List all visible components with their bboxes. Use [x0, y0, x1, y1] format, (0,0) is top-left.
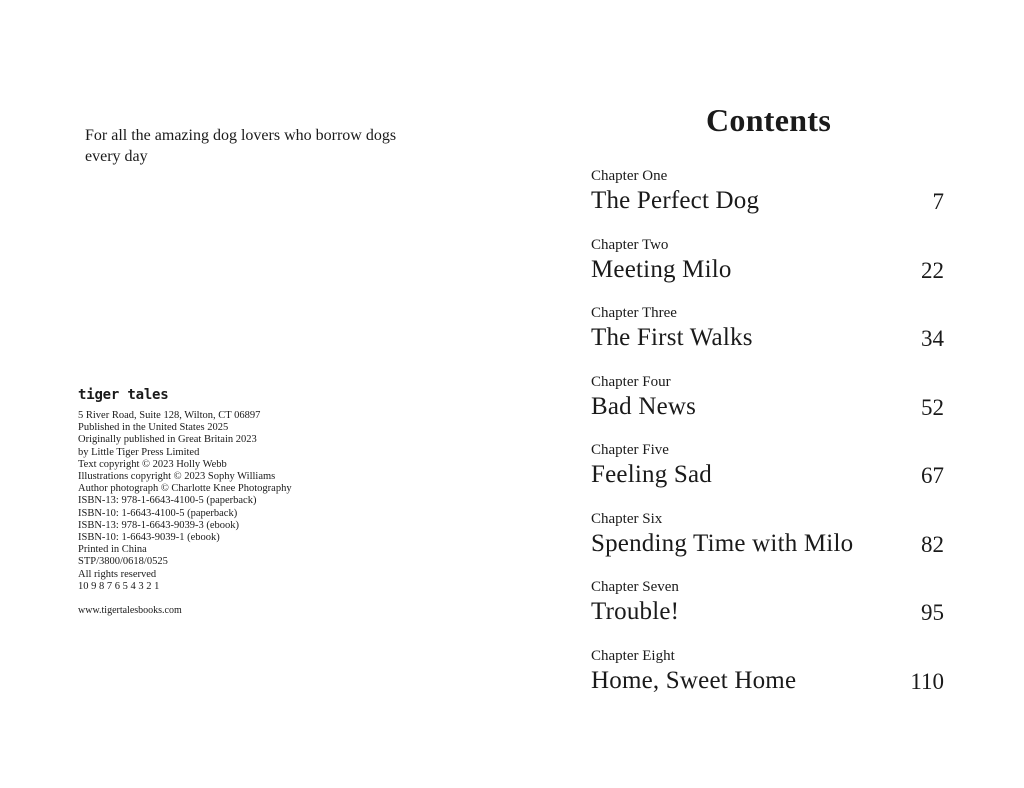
chapter-page-number: 52	[921, 394, 944, 420]
chapter-label: Chapter Five	[591, 442, 669, 458]
copyright-line: 10 9 8 7 6 5 4 3 2 1	[78, 580, 160, 592]
toc-entry[interactable]	[591, 303, 944, 372]
right-page	[512, 0, 1024, 788]
chapter-label: Chapter One	[591, 168, 668, 184]
copyright-line: Originally published in Great Britain 2023	[78, 434, 257, 446]
chapter-label: Chapter Six	[591, 510, 663, 527]
imprint-block	[78, 386, 378, 617]
dedication: For all the amazing dog lovers who borrow dogs every day	[85, 127, 397, 165]
toc-entry[interactable]	[591, 372, 944, 441]
copyright-line: Printed in China	[78, 544, 147, 556]
chapter-title: Trouble!	[591, 598, 680, 625]
toc-entry[interactable]	[591, 509, 944, 578]
toc-entry[interactable]	[591, 577, 944, 646]
chapter-label: Chapter Three	[591, 305, 677, 321]
chapter-title: Feeling Sad	[591, 461, 712, 488]
chapter-page-number: 95	[921, 600, 944, 625]
copyright-line: ISBN-10: 1-6643-4100-5 (paperback)	[78, 507, 238, 519]
toc-entry[interactable]	[591, 646, 944, 715]
copyright-line: Published in the United States 2025	[78, 422, 229, 434]
publisher-logo: tiger tales	[78, 387, 169, 403]
copyright-line: ISBN-13: 978-1-6643-4100-5 (paperback)	[78, 495, 257, 507]
copyright-lines	[78, 410, 378, 593]
toc-entry[interactable]	[591, 440, 944, 509]
chapter-page-number: 7	[932, 189, 944, 214]
copyright-line: STP/3800/0618/0525	[78, 556, 168, 568]
chapter-page-number: 67	[921, 463, 944, 488]
chapter-label: Chapter Four	[591, 373, 671, 390]
chapter-page-number: 110	[910, 668, 944, 694]
chapter-page-number: 82	[921, 531, 944, 557]
toc-entry[interactable]	[591, 166, 944, 235]
chapter-label: Chapter Eight	[591, 647, 675, 664]
copyright-line: Author photograph © Charlotte Knee Photography	[78, 483, 292, 495]
copyright-line: 5 River Road, Suite 128, Wilton, CT 06897	[78, 410, 261, 421]
chapter-title: The Perfect Dog	[591, 187, 760, 214]
copyright-line: Illustrations copyright © 2023 Sophy Williams	[78, 471, 276, 483]
contents-title: Contents	[706, 102, 832, 138]
publisher-website[interactable]: www.tigertalesbooks.com	[78, 605, 182, 617]
chapter-title: Bad News	[591, 392, 697, 420]
chapter-title: Home, Sweet Home	[591, 666, 797, 694]
toc-entry[interactable]	[591, 235, 944, 304]
chapter-label: Chapter Seven	[591, 579, 679, 595]
table-of-contents	[591, 166, 944, 714]
chapter-page-number: 22	[921, 257, 944, 283]
chapter-title: The First Walks	[591, 324, 753, 351]
chapter-title: Meeting Milo	[591, 255, 732, 283]
copyright-line: All rights reserved	[78, 568, 157, 580]
copyright-line: ISBN-10: 1-6643-9039-1 (ebook)	[78, 532, 220, 544]
copyright-line: ISBN-13: 978-1-6643-9039-3 (ebook)	[78, 519, 239, 531]
copyright-line: by Little Tiger Press Limited	[78, 446, 200, 458]
copyright-line: Text copyright © 2023 Holly Webb	[78, 458, 227, 470]
chapter-page-number: 34	[921, 326, 944, 351]
chapter-title: Spending Time with Milo	[591, 529, 854, 557]
chapter-label: Chapter Two	[591, 236, 669, 253]
